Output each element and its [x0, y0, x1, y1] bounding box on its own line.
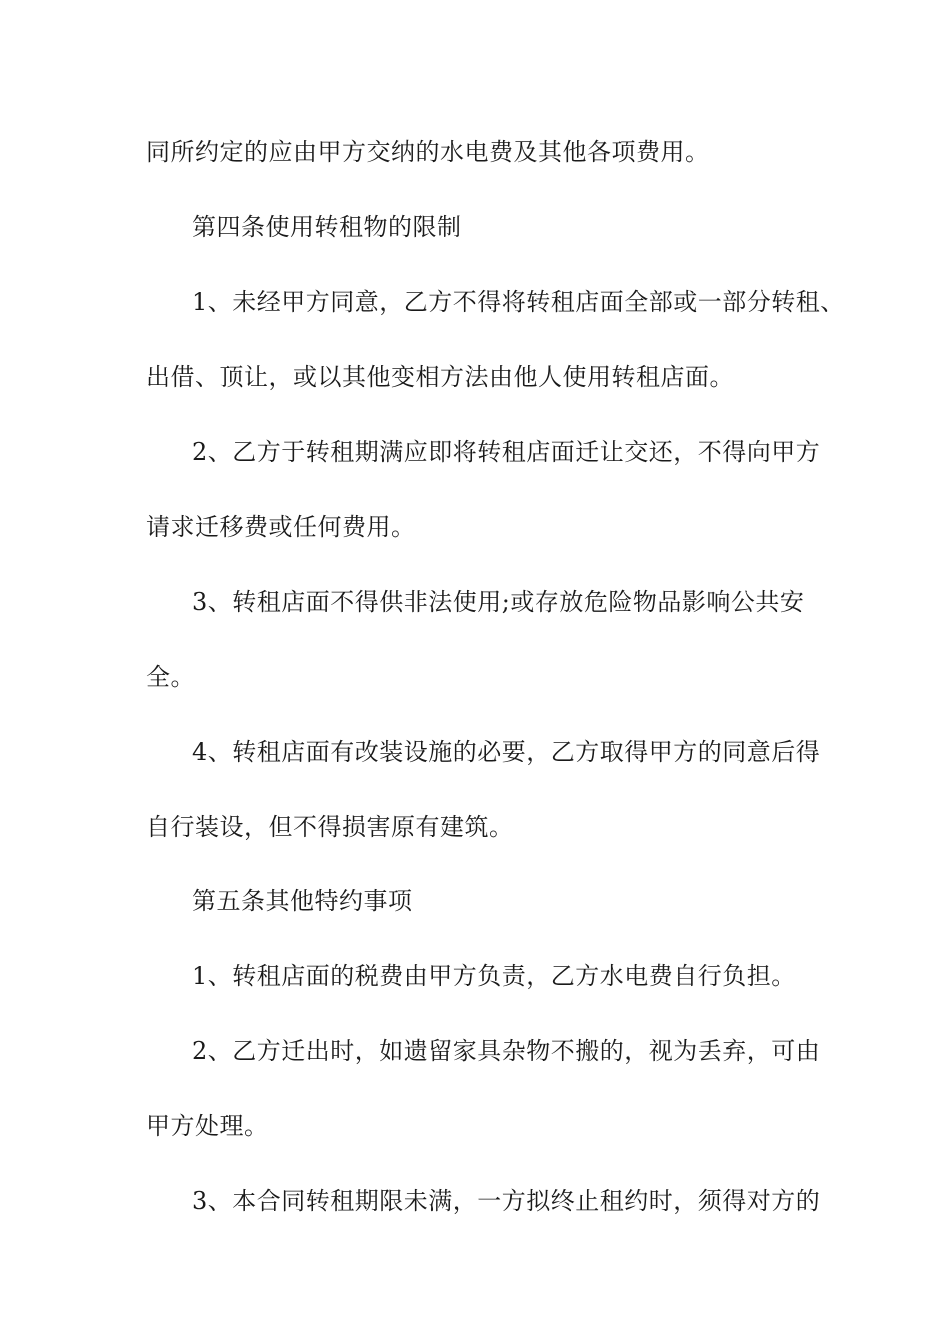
paragraph-line: 自行装设，但不得损害原有建筑。 — [146, 813, 514, 841]
section-heading: 第五条其他特约事项 — [192, 887, 413, 915]
paragraph-line: 3、本合同转租期限未满，一方拟终止租约时，须得对方的 — [192, 1187, 821, 1215]
section-heading: 第四条使用转租物的限制 — [192, 213, 462, 241]
paragraph-line: 3、转租店面不得供非法使用;或存放危险物品影响公共安 — [192, 588, 805, 616]
paragraph-line: 4、转租店面有改装设施的必要，乙方取得甲方的同意后得 — [192, 738, 821, 766]
paragraph-line: 全。 — [146, 663, 195, 691]
paragraph-line: 1、转租店面的税费由甲方负责，乙方水电费自行负担。 — [192, 962, 796, 990]
paragraph-line: 出借、顶让，或以其他变相方法由他人使用转租店面。 — [146, 363, 734, 391]
paragraph-line: 甲方处理。 — [146, 1112, 269, 1140]
paragraph-line: 同所约定的应由甲方交纳的水电费及其他各项费用。 — [146, 138, 710, 166]
paragraph-line: 2、乙方迁出时，如遗留家具杂物不搬的，视为丢弃，可由 — [192, 1037, 821, 1065]
paragraph-line: 请求迁移费或任何费用。 — [146, 513, 416, 541]
paragraph-line: 2、乙方于转租期满应即将转租店面迁让交还，不得向甲方 — [192, 438, 821, 466]
paragraph-line: 1、未经甲方同意，乙方不得将转租店面全部或一部分转租、 — [192, 288, 845, 316]
